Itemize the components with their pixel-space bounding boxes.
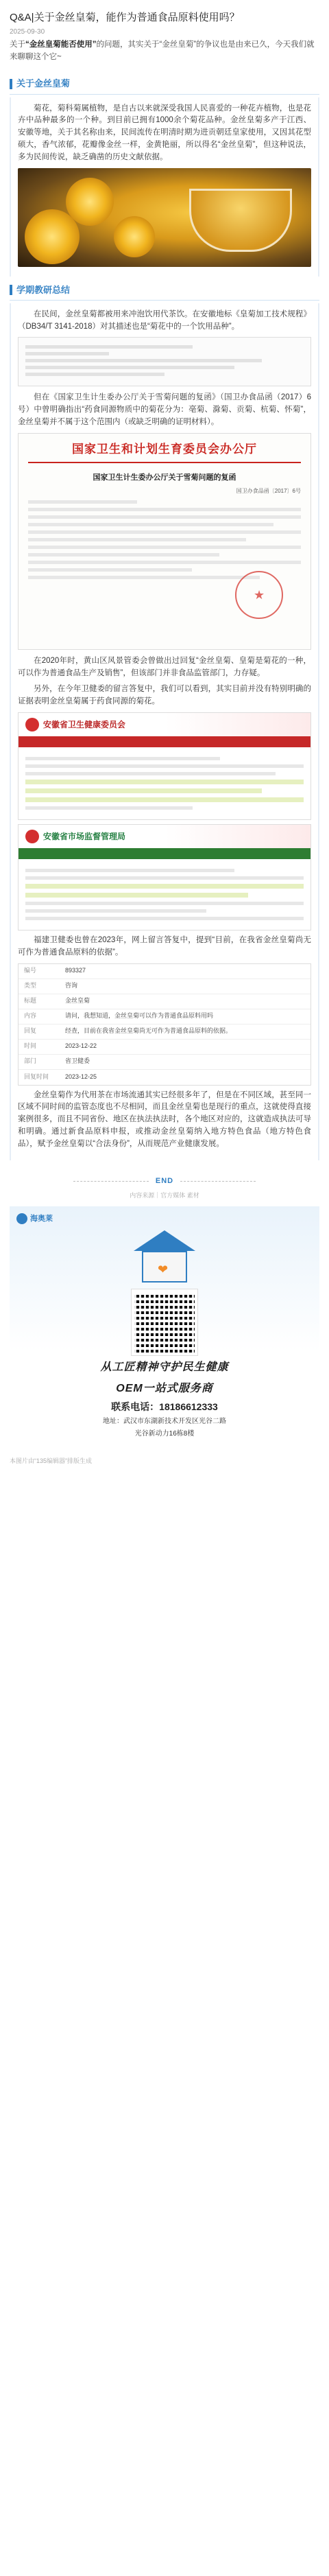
text-line xyxy=(28,576,260,579)
website-header xyxy=(19,713,310,736)
qr-code-icon[interactable] xyxy=(132,1289,197,1355)
website-name: 安徽省卫生健康委员会 xyxy=(43,719,126,729)
text-line xyxy=(28,568,192,572)
website-body xyxy=(19,747,310,819)
address-line-2: 光谷新动力16栋8楼 xyxy=(134,1429,195,1438)
table-row xyxy=(19,1009,310,1024)
text-line xyxy=(28,553,219,557)
table-row xyxy=(19,979,310,994)
text-line xyxy=(25,757,220,760)
text-line xyxy=(28,538,246,541)
summary-paragraph-1: 在民间，金丝皇菊都被用来冲泡饮用代茶饮。在安徽地标《皇菊加工技术规程》（DB34/T 3141-2018）对其描述也是“菊花中的一个饮用品种”。 xyxy=(18,309,311,331)
text-line xyxy=(28,515,301,519)
text-line xyxy=(25,345,193,349)
text-line xyxy=(25,909,206,913)
website-header xyxy=(19,825,310,848)
brand-logo-icon xyxy=(16,1213,27,1224)
website-nav-bar xyxy=(19,736,310,747)
row-value: 2023-12-22 xyxy=(65,1042,97,1050)
section-title-summary: 学期教研总结 xyxy=(16,284,71,295)
section-title-about: 关于金丝皇菊 xyxy=(16,78,71,89)
highlighted-line xyxy=(25,788,262,793)
summary-paragraph-4: 另外，在今年卫健委的留言答复中，我们可以看到，其实目前并没有特别明确的证据表明金丝皇菊属于药食同源的菊花。 xyxy=(18,685,311,706)
table-row xyxy=(19,1055,310,1070)
letter-number: 国卫办食品函〔2017〕6号 xyxy=(236,488,301,495)
end-divider xyxy=(0,1175,329,1187)
content-source-note: 内容来源｜官方媒体 素材 xyxy=(130,1191,199,1199)
standard-document-image xyxy=(18,337,311,386)
slogan-line-1: 从工匠精神守护民生健康 xyxy=(100,1361,229,1373)
intro-text-tail: 的问题，其实关于“金丝皇菊”的争议也是由来已久，今天我们就来聊聊这个它~ xyxy=(10,40,315,61)
address-line-1: 地址：武汉市东湖新技术开发区光谷二路 xyxy=(103,1418,226,1426)
table-row xyxy=(19,994,310,1009)
section-marker xyxy=(10,79,12,89)
text-line xyxy=(25,902,304,905)
row-value: 893327 xyxy=(65,967,86,974)
brand-logo xyxy=(16,1213,313,1225)
text-line xyxy=(25,772,276,775)
text-line xyxy=(25,352,109,355)
roof-shape xyxy=(134,1230,195,1251)
company-footer xyxy=(10,1206,319,1450)
highlighted-line xyxy=(25,893,248,898)
row-label: 时间 xyxy=(24,1042,37,1050)
divider-line xyxy=(73,1181,149,1182)
row-label: 标题 xyxy=(24,997,37,1005)
row-label: 内容 xyxy=(24,1012,37,1020)
text-line xyxy=(28,561,301,564)
row-value: 请问，我想知道，金丝皇菊可以作为普通食品原料用吗 xyxy=(65,1012,214,1020)
tea-cup-shape xyxy=(189,189,292,252)
row-value: 咨询 xyxy=(65,982,78,990)
official-letter-image xyxy=(18,433,311,650)
text-line xyxy=(25,764,304,768)
article-date: 2025-09-30 xyxy=(10,28,45,36)
text-line xyxy=(28,546,301,549)
intro-text: 关于 xyxy=(10,40,25,49)
section-header-summary xyxy=(10,283,319,297)
brand-name: 海奥莱 xyxy=(30,1214,53,1223)
house-heart-illustration xyxy=(127,1230,202,1285)
section-summary xyxy=(10,303,319,1160)
website-name: 安徽省市场监督管理局 xyxy=(43,831,126,841)
letter-org-header: 国家卫生和计划生育委员会办公厅 xyxy=(28,441,301,463)
table-row xyxy=(19,1070,310,1085)
row-label: 回复时间 xyxy=(24,1073,49,1080)
text-line xyxy=(25,373,164,376)
table-row xyxy=(19,1040,310,1055)
market-regulation-screenshot xyxy=(18,824,311,930)
contact-phone[interactable]: 联系电话：18186612333 xyxy=(111,1401,218,1413)
text-line xyxy=(28,530,301,534)
text-line xyxy=(28,523,273,526)
highlighted-line xyxy=(25,780,304,784)
section-about xyxy=(10,97,319,277)
row-value: 2023-12-25 xyxy=(65,1073,97,1080)
article-title: Q&A|关于金丝皇菊，能作为普通食品原料使用吗？ xyxy=(10,12,240,23)
row-value: 金丝皇菊 xyxy=(65,997,90,1005)
text-line xyxy=(28,508,301,511)
summary-paragraph-6: 金丝皇菊作为代用茶在市场流通其实已经很多年了，但是在不同区域，甚至同一区域不同时间的监管态度也不尽相同，而且金丝皇菊也是现行的重点，这就使得直接案例很多，而且不同省份、地区在执法执法时，各个地区对应的，这就造成执法可导和明确。通过新食品原料申报，或推动金丝皇菊纳入地方特色食品（地方特色食品），赋予金丝皇菊以“合法身份”，从而规范产业健康发展。 xyxy=(18,1090,311,1148)
row-value: 省卫健委 xyxy=(65,1057,90,1065)
health-commission-screenshot xyxy=(18,712,311,820)
flower-shape xyxy=(114,216,155,257)
website-nav-bar xyxy=(19,848,310,859)
editor-source-note: 本图片由“135编辑器”排版生成 xyxy=(10,1457,93,1465)
row-label: 编号 xyxy=(24,967,37,974)
section-header-about xyxy=(10,77,319,91)
table-row xyxy=(19,1024,310,1040)
about-paragraph: 菊花，菊科菊属植物，是自古以来就深受我国人民喜爱的一种花卉植物，也是花卉中品种最多的一个种。到目前已拥有1000余个菊花品种。金丝皇菊多产于江西、安徽等地，关于其名称由来，民间流传在明清时期为进贡朝廷皇家使用，又因其花型硕大，香气浓郁，花瓣像金丝一样，金黄艳丽，所以得名“金丝皇菊”，但这种说法，多为民间传说，缺乏确凿的历史文献依据。 xyxy=(18,104,311,161)
row-value: 经查，目前在我省金丝皇菊尚无可作为普通食品原料的依据。 xyxy=(65,1027,232,1035)
summary-paragraph-3: 在2020年时，黄山区风景管委会曾做出过回复“金丝皇菊、皇菊是菊花的一种，可以作为普通食品生产及销售”，但该部门并非食品监管部门，力存疑。 xyxy=(18,656,311,677)
article-intro xyxy=(0,38,329,71)
row-label: 部门 xyxy=(24,1057,37,1065)
section-divider xyxy=(10,300,319,301)
text-line xyxy=(28,500,137,504)
end-label: END xyxy=(155,1176,174,1185)
divider-line xyxy=(180,1181,256,1182)
national-emblem-icon xyxy=(25,830,39,843)
row-label: 类型 xyxy=(24,982,37,990)
chrysanthemum-photo xyxy=(18,168,311,267)
text-line xyxy=(25,806,193,810)
text-line xyxy=(25,869,234,872)
text-line xyxy=(25,366,234,369)
website-body xyxy=(19,859,310,930)
section-divider xyxy=(10,94,319,95)
intro-highlight: “金丝皇菊能否使用” xyxy=(25,40,97,49)
section-marker xyxy=(10,285,12,295)
highlighted-line xyxy=(25,884,304,889)
letter-title: 国家卫生计生委办公厅关于雪菊问题的复函 xyxy=(93,473,236,482)
table-row xyxy=(19,964,310,979)
heart-icon: ❤ xyxy=(158,1262,169,1276)
reply-table xyxy=(18,963,311,1086)
text-line xyxy=(25,359,262,362)
summary-paragraph-2: 但在《国家卫生计生委办公厅关于雪菊问题的复函》（国卫办食品函（2017）6号）中曾明确指出“药食同源物质中的菊花分为：亳菊、滁菊、贡菊、杭菊、怀菊”，金丝皇菊并不属于这个范围内（或缺乏明确的证明材料）。 xyxy=(18,393,311,426)
slogan-line-2: OEM一站式服务商 xyxy=(116,1382,213,1394)
national-emblem-icon xyxy=(25,718,39,731)
official-seal-icon xyxy=(235,571,283,619)
text-line xyxy=(25,876,304,880)
highlighted-line xyxy=(25,797,304,802)
summary-paragraph-5: 福建卫健委也曾在2023年，网上留言答复中，提到“目前，在我省金丝皇菊尚无可作为普通食品原料的依据”。 xyxy=(18,936,311,957)
text-line xyxy=(25,917,304,920)
row-label: 回复 xyxy=(24,1027,37,1035)
flower-shape xyxy=(66,178,114,226)
